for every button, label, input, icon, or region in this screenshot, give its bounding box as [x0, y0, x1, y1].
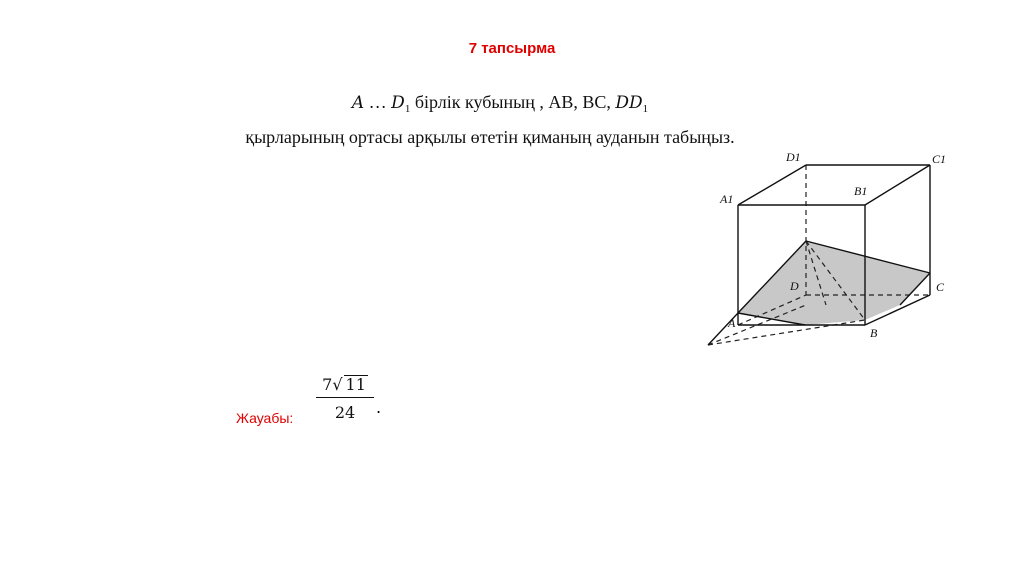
answer-fraction	[316, 375, 374, 422]
label-b: B	[870, 326, 878, 340]
answer-period: .	[376, 398, 382, 417]
edge-dd: DD	[615, 93, 643, 113]
label-d: D	[790, 279, 799, 293]
answer-numerator	[316, 375, 374, 397]
problem-line-2: қырларының ортасы арқылы өтетін қиманың ауданын табыңыз.	[245, 127, 735, 147]
radicand: 11	[345, 375, 366, 394]
radical-symbol: √	[332, 375, 343, 394]
label-c1: C1	[932, 152, 947, 166]
task-title: 7 тапсырма	[468, 40, 556, 57]
cube-d-subscript: 1	[404, 103, 411, 115]
label-d1: D1	[786, 150, 801, 164]
answer-denominator: 24	[334, 403, 356, 422]
label-a1: A1	[720, 192, 734, 206]
cube-a: A	[351, 93, 365, 113]
edge-d1a1	[738, 165, 806, 205]
problem-statement	[0, 88, 980, 151]
label-b1: B1	[854, 184, 868, 198]
label-a: A	[728, 316, 736, 330]
problem-line-1	[0, 88, 980, 123]
edge-dd-subscript: 1	[642, 103, 649, 115]
edge-b1c1	[865, 165, 930, 205]
problem-text-part1: бірлік кубының , AB, BC,	[410, 92, 616, 112]
numerator-coefficient: 7	[322, 375, 333, 394]
label-c: C	[936, 280, 945, 294]
cube-d: D	[391, 93, 405, 113]
cube-figure	[690, 145, 960, 365]
answer-label: Жауабы:	[236, 410, 294, 426]
cube-diagram	[690, 145, 960, 365]
ellipsis: …	[364, 92, 392, 112]
